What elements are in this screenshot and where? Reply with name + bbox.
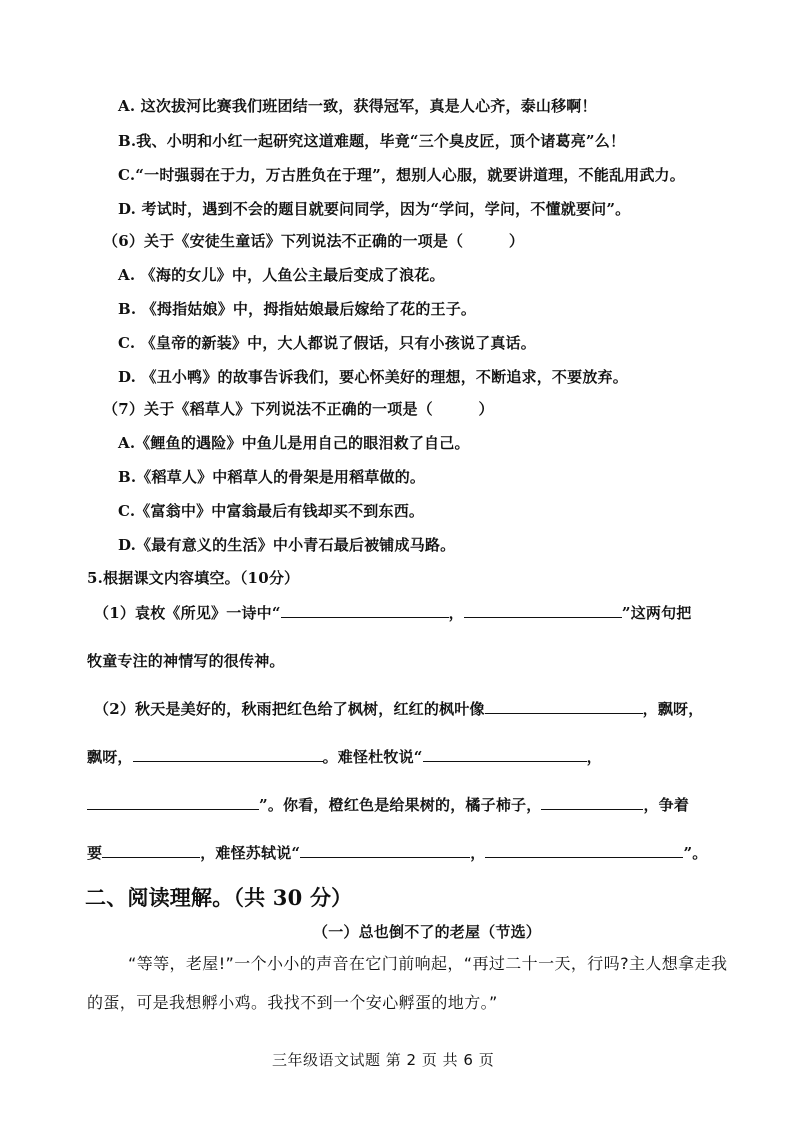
q5-part2-line1 [94,699,703,719]
q6-option-b: B. 《拇指姑娘》中，拇指姑娘最后嫁给了花的王子。 [118,300,477,318]
blank-3[interactable] [485,699,643,714]
passage-paragraph-2: 的蛋，可是我想孵小鸡。我找不到一个安心孵蛋的地方。” [87,993,498,1012]
q5-p2-text-e: ， [586,748,602,766]
q6-option-d: D. 《丑小鸭》的故事告诉我们，要心怀美好的理想，不断追求，不要放弃。 [118,368,628,386]
q5-part2-line2 [87,747,602,767]
blank-5[interactable] [423,747,587,762]
question-6: （6）关于《安徒生童话》下列说法不正确的一项是（ ） [103,232,525,250]
passage-title: （一）总也倒不了的老屋（节选） [313,923,542,941]
q5-p2-text-h: 要 [87,844,103,862]
q5-part1-line1 [94,603,692,623]
blank-10[interactable] [485,843,683,858]
q5-p1-text-a: （1）袁枚《所见》一诗中“ [94,604,281,622]
blank-6[interactable] [87,795,259,810]
blank-9[interactable] [300,843,470,858]
q7-option-d: D.《最有意义的生活》中小青石最后被铺成马路。 [118,536,456,554]
blank-4[interactable] [133,747,323,762]
q5-p2-text-f: ”。你看，橙红色是给果树的，橘子柿子， [259,796,542,814]
q5-p1-text-b: ”这两句把 [621,604,692,622]
q5-p2-text-c: 飘呀， [87,748,133,766]
option-d: D. 考试时，遇到不会的题目就要问同学，因为“学问，学问，不懂就要问”。 [118,200,631,218]
q5-p1-comma: ， [448,604,464,622]
option-a: A. 这次拔河比赛我们班团结一致，获得冠军，真是人心齐，泰山移啊！ [118,97,597,115]
blank-8[interactable] [102,843,200,858]
question-7: （7）关于《稻草人》下列说法不正确的一项是（ ） [103,400,494,418]
page-footer: 三年级语文试题 第 2 页 共 6 页 [272,1051,495,1069]
q5-p2-text-g: ，争着 [643,796,690,814]
option-c: C.“一时强弱在于力，万古胜负在于理”，想别人心服，就要讲道理，不能乱用武力。 [118,166,685,184]
q7-option-b: B.《稻草人》中稻草人的骨架是用稻草做的。 [118,468,426,486]
q7-option-a: A.《鲤鱼的遇险》中鱼儿是用自己的眼泪救了自己。 [118,434,470,452]
q5-p2-text-b: ，飘呀， [642,700,704,718]
q5-p2-text-d: 。难怪杜牧说“ [322,748,423,766]
q6-option-c: C. 《皇帝的新装》中，大人都说了假话，只有小孩说了真话。 [118,334,536,352]
blank-7[interactable] [541,795,643,810]
q5-p2-text-i: ，难怪苏轼说“ [200,844,301,862]
q5-part2-line3 [87,795,689,815]
blank-1[interactable] [281,603,449,618]
q7-option-c: C.《富翁中》中富翁最后有钱却买不到东西。 [118,502,425,520]
q5-p2-text-a: （2）秋天是美好的，秋雨把红色给了枫树，红红的枫叶像 [94,700,485,718]
q5-p2-text-j: ， [470,844,486,862]
passage-paragraph-1: “等等，老屋!”一个小小的声音在它门前响起，“再过二十一天，行吗?主人想拿走我 [128,954,728,973]
q5-part1-line2: 牧童专注的神情写的很传神。 [87,652,285,670]
option-b: B.我、小明和小红一起研究这道难题，毕竟“三个臭皮匠，顶个诸葛亮”么！ [118,132,626,150]
q5-part2-line4 [87,843,707,863]
q5-heading: 5.根据课文内容填空。（10分） [87,569,300,587]
section-2-title: 二、阅读理解。（共 30 分） [85,885,353,910]
blank-2[interactable] [464,603,622,618]
q6-option-a: A. 《海的女儿》中，人鱼公主最后变成了浪花。 [118,266,445,284]
q5-p2-text-k: ”。 [683,844,708,862]
